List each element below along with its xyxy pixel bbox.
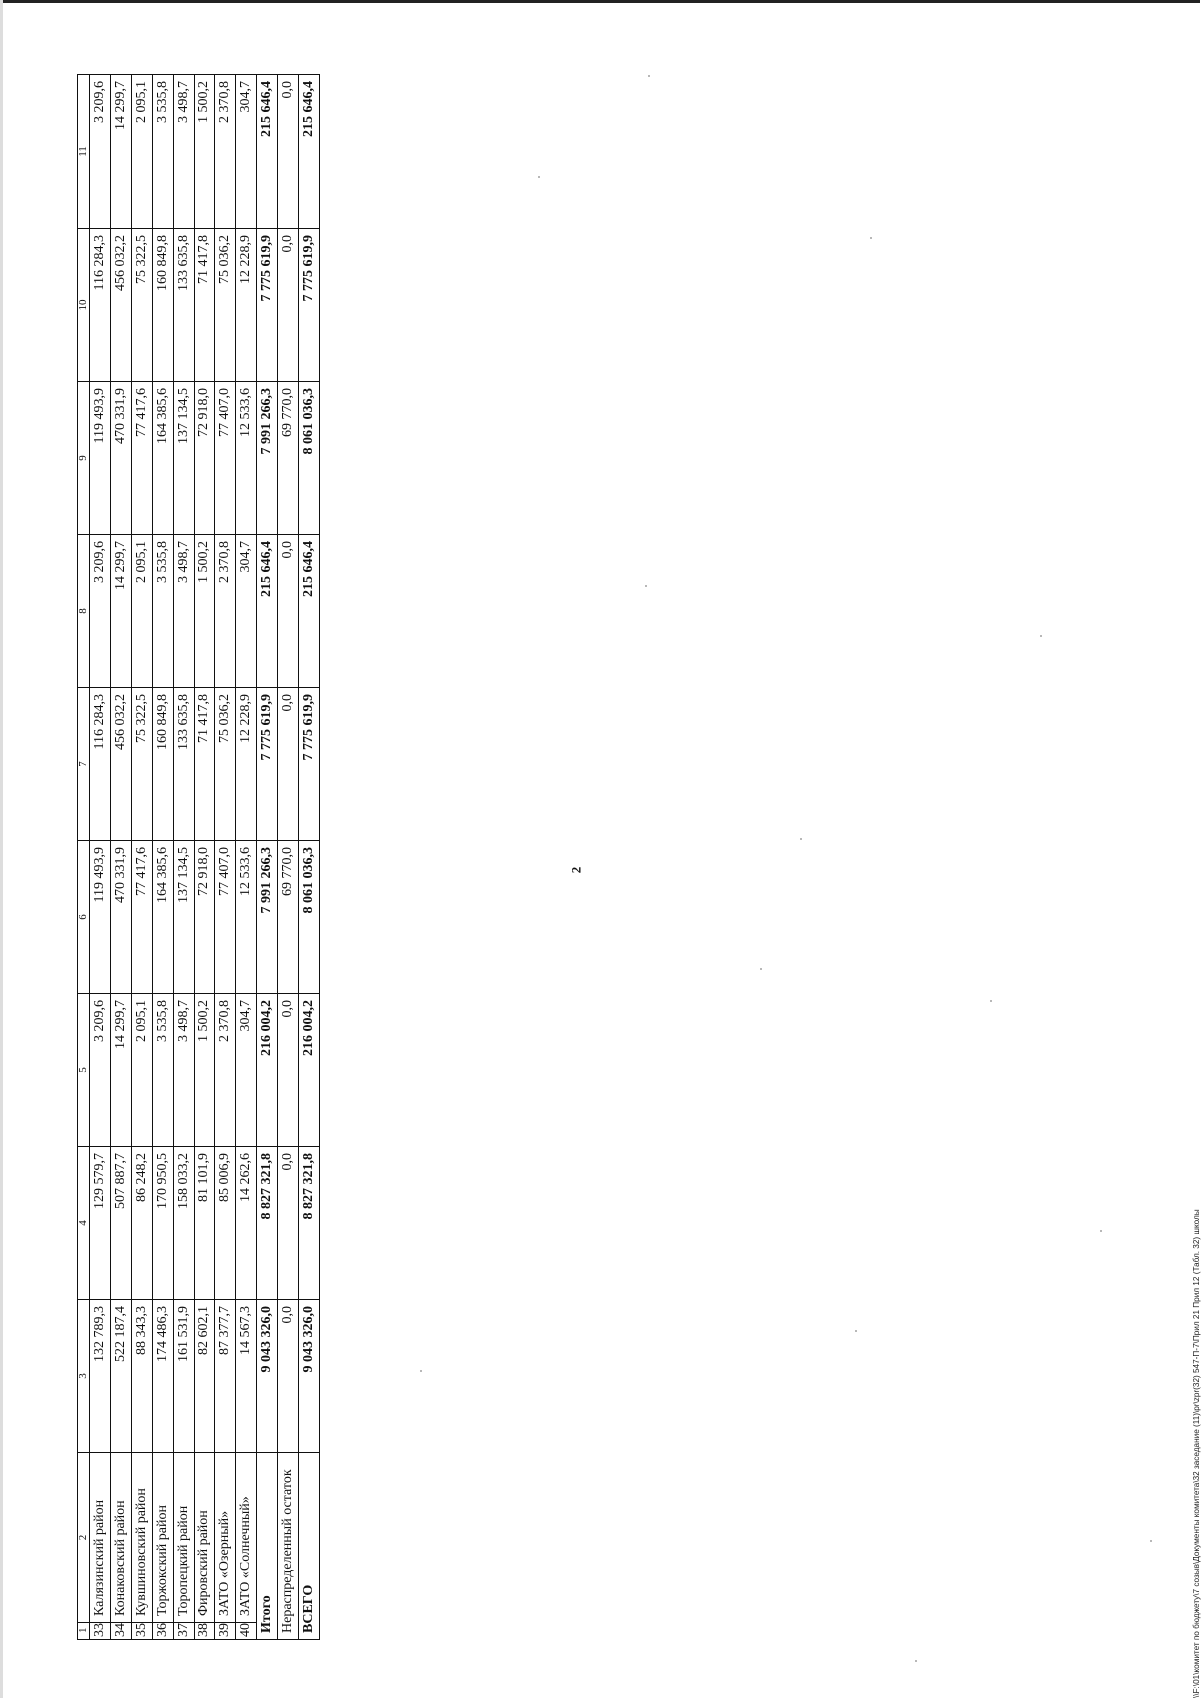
footer-file-path: \\F:\01\комитет по бюджету\7 созыв\Документы комитета\32 заседание (11)\pr\zpr(32) 547-П-7\Прил 21 Прил 12 (Табл. 32) школы [1192,1209,1201,1698]
row-number: 38 [194,1623,215,1640]
table-row [90,75,111,1640]
district-name: Кувшиновский район [131,1453,152,1623]
value-cell-c9: 164 385,6 [152,382,173,535]
value-cell-c10: 456 032,2 [110,229,131,382]
header-cell: 6 [78,841,90,994]
header-cell: 4 [78,1147,90,1300]
value-cell-c3: 522 187,4 [110,1300,131,1453]
scan-speck [645,585,647,587]
scan-speck [1040,635,1042,637]
table-container [77,75,320,1640]
value-cell-c11: 3 535,8 [152,75,173,229]
value-cell-c7: 12 228,9 [236,688,257,841]
value-cell-c7: 71 417,8 [194,688,215,841]
value-cell-c3: 9 043 326,0 [257,1300,278,1453]
value-cell-c8: 304,7 [236,535,257,688]
value-cell-c3: 87 377,7 [215,1300,236,1453]
value-cell-c10: 75 322,5 [131,229,152,382]
value-cell-c8: 3 209,6 [90,535,111,688]
value-cell-c4: 8 827 321,8 [299,1147,320,1300]
scan-speck [870,237,872,239]
value-cell-c5: 0,0 [278,994,299,1147]
row-label: Нераспределенный остаток [278,1453,299,1640]
value-cell-c3: 161 531,9 [173,1300,194,1453]
value-cell-c10: 133 635,8 [173,229,194,382]
district-name: Торжокский район [152,1453,173,1623]
value-cell-c9: 77 407,0 [215,382,236,535]
value-cell-c5: 216 004,2 [299,994,320,1147]
value-cell-c8: 14 299,7 [110,535,131,688]
page-number: 2 [568,866,584,874]
value-cell-c4: 129 579,7 [90,1147,111,1300]
value-cell-c4: 8 827 321,8 [257,1147,278,1300]
value-cell-c5: 3 209,6 [90,994,111,1147]
left-border-line [0,0,3,1698]
value-cell-c11: 304,7 [236,75,257,229]
row-label: Итого [257,1453,278,1640]
value-cell-c3: 88 343,3 [131,1300,152,1453]
value-cell-c10: 160 849,8 [152,229,173,382]
value-cell-c3: 0,0 [278,1300,299,1453]
district-name: ЗАТО «Солнечный» [236,1453,257,1623]
row-number: 35 [131,1623,152,1640]
value-cell-c3: 14 567,3 [236,1300,257,1453]
value-cell-c5: 2 370,8 [215,994,236,1147]
table-row [173,75,194,1640]
value-cell-c11: 2 095,1 [131,75,152,229]
value-cell-c9: 12 533,6 [236,382,257,535]
row-number: 39 [215,1623,236,1640]
value-cell-c4: 81 101,9 [194,1147,215,1300]
scan-speck [800,838,802,840]
value-cell-c7: 7 775 619,9 [257,688,278,841]
district-name: Торопецкий район [173,1453,194,1623]
table-row [152,75,173,1640]
value-cell-c9: 72 918,0 [194,382,215,535]
row-number: 36 [152,1623,173,1640]
value-cell-c4: 0,0 [278,1147,299,1300]
district-name: ЗАТО «Озерный» [215,1453,236,1623]
table-body [90,75,320,1640]
value-cell-c5: 304,7 [236,994,257,1147]
table-row [131,75,152,1640]
scan-speck [760,968,762,970]
value-cell-c9: 119 493,9 [90,382,111,535]
value-cell-c6: 7 991 266,3 [257,841,278,994]
value-cell-c8: 2 370,8 [215,535,236,688]
value-cell-c6: 12 533,6 [236,841,257,994]
value-cell-c11: 14 299,7 [110,75,131,229]
value-cell-c7: 456 032,2 [110,688,131,841]
row-number: 37 [173,1623,194,1640]
value-cell-c9: 69 770,0 [278,382,299,535]
value-cell-c8: 3 535,8 [152,535,173,688]
value-cell-c6: 137 134,5 [173,841,194,994]
value-cell-c10: 0,0 [278,229,299,382]
value-cell-c8: 1 500,2 [194,535,215,688]
value-cell-c7: 116 284,3 [90,688,111,841]
value-cell-c8: 3 498,7 [173,535,194,688]
header-cell: 11 [78,75,90,229]
value-cell-c11: 215 646,4 [299,75,320,229]
header-cell: 8 [78,535,90,688]
value-cell-c7: 7 775 619,9 [299,688,320,841]
scan-speck [1150,1540,1152,1542]
value-cell-c7: 75 036,2 [215,688,236,841]
row-number: 40 [236,1623,257,1640]
value-cell-c4: 170 950,5 [152,1147,173,1300]
table-row [236,75,257,1640]
value-cell-c6: 77 417,6 [131,841,152,994]
value-cell-c9: 470 331,9 [110,382,131,535]
district-name: Конаковский район [110,1453,131,1623]
summary-row [278,75,299,1640]
value-cell-c6: 77 407,0 [215,841,236,994]
value-cell-c6: 164 385,6 [152,841,173,994]
scan-speck [855,1330,857,1332]
value-cell-c11: 1 500,2 [194,75,215,229]
table-row [215,75,236,1640]
scan-speck [1100,1230,1102,1232]
top-border-line [0,0,1200,3]
header-cell: 9 [78,382,90,535]
value-cell-c5: 2 095,1 [131,994,152,1147]
value-cell-c6: 72 918,0 [194,841,215,994]
value-cell-c6: 69 770,0 [278,841,299,994]
value-cell-c4: 507 887,7 [110,1147,131,1300]
value-cell-c11: 2 370,8 [215,75,236,229]
scan-speck [915,1660,917,1662]
value-cell-c7: 160 849,8 [152,688,173,841]
value-cell-c4: 14 262,6 [236,1147,257,1300]
value-cell-c4: 158 033,2 [173,1147,194,1300]
value-cell-c7: 0,0 [278,688,299,841]
value-cell-c8: 2 095,1 [131,535,152,688]
value-cell-c5: 1 500,2 [194,994,215,1147]
row-number: 34 [110,1623,131,1640]
value-cell-c7: 75 322,5 [131,688,152,841]
value-cell-c11: 3 209,6 [90,75,111,229]
row-number: 33 [90,1623,111,1640]
value-cell-c4: 85 006,9 [215,1147,236,1300]
scan-speck [538,176,540,178]
value-cell-c10: 12 228,9 [236,229,257,382]
district-name: Калязинский район [90,1453,111,1623]
value-cell-c9: 7 991 266,3 [257,382,278,535]
header-cell: 5 [78,994,90,1147]
scan-speck [648,75,650,77]
value-cell-c10: 71 417,8 [194,229,215,382]
value-cell-c5: 3 535,8 [152,994,173,1147]
value-cell-c6: 119 493,9 [90,841,111,994]
value-cell-c10: 75 036,2 [215,229,236,382]
table-row [110,75,131,1640]
value-cell-c5: 14 299,7 [110,994,131,1147]
table-row [194,75,215,1640]
value-cell-c10: 116 284,3 [90,229,111,382]
value-cell-c11: 215 646,4 [257,75,278,229]
header-cell: 3 [78,1300,90,1453]
scan-speck [990,1000,992,1002]
value-cell-c8: 215 646,4 [299,535,320,688]
header-cell: 10 [78,229,90,382]
value-cell-c3: 174 486,3 [152,1300,173,1453]
value-cell-c5: 216 004,2 [257,994,278,1147]
value-cell-c4: 86 248,2 [131,1147,152,1300]
summary-row [257,75,278,1640]
value-cell-c8: 0,0 [278,535,299,688]
value-cell-c9: 137 134,5 [173,382,194,535]
value-cell-c10: 7 775 619,9 [257,229,278,382]
header-cell: 1 [78,1623,90,1640]
header-row [78,75,90,1640]
value-cell-c3: 9 043 326,0 [299,1300,320,1453]
value-cell-c3: 132 789,3 [90,1300,111,1453]
value-cell-c3: 82 602,1 [194,1300,215,1453]
district-name: Фировский район [194,1453,215,1623]
value-cell-c8: 215 646,4 [257,535,278,688]
scan-speck [420,1370,422,1372]
summary-row [299,75,320,1640]
value-cell-c11: 3 498,7 [173,75,194,229]
value-cell-c9: 8 061 036,3 [299,382,320,535]
header-cell: 7 [78,688,90,841]
row-label: ВСЕГО [299,1453,320,1640]
value-cell-c10: 7 775 619,9 [299,229,320,382]
value-cell-c5: 3 498,7 [173,994,194,1147]
value-cell-c6: 470 331,9 [110,841,131,994]
budget-table [77,74,320,1640]
value-cell-c9: 77 417,6 [131,382,152,535]
value-cell-c11: 0,0 [278,75,299,229]
header-cell: 2 [78,1453,90,1623]
value-cell-c7: 133 635,8 [173,688,194,841]
value-cell-c6: 8 061 036,3 [299,841,320,994]
